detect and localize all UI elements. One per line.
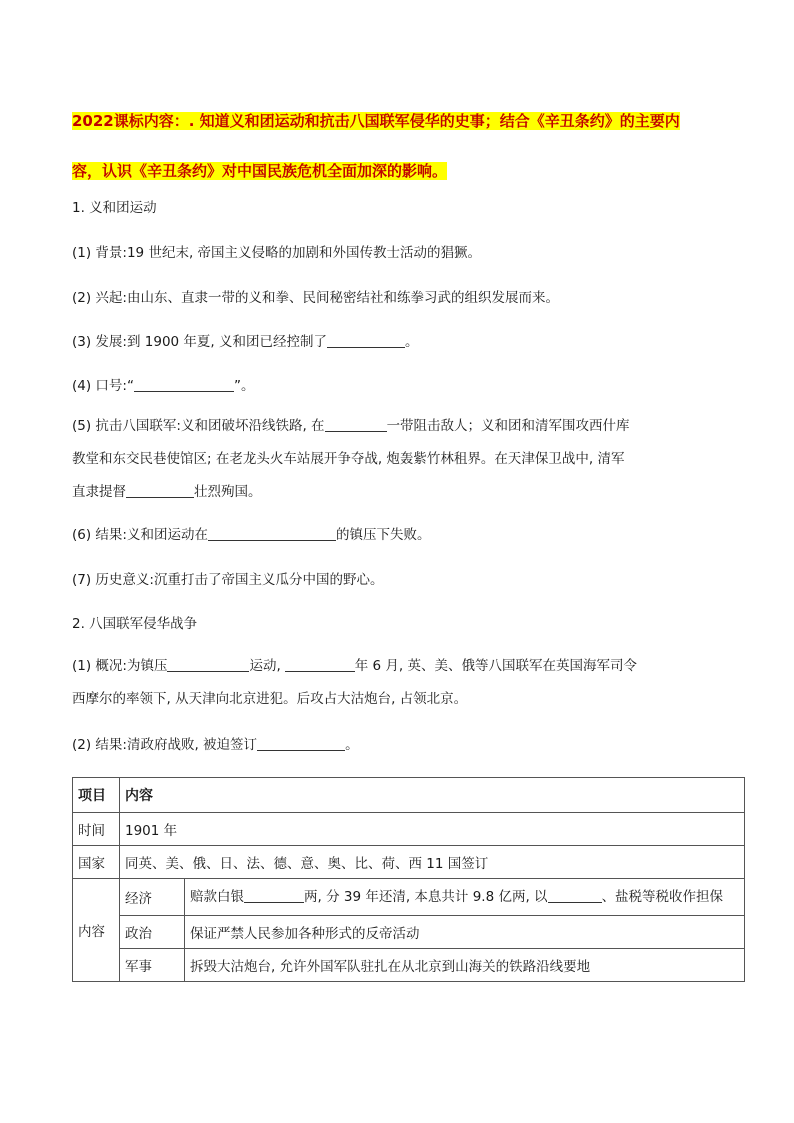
curriculum-standard: [72, 96, 732, 196]
item-label: (2) 结果:: [72, 737, 127, 753]
item-text: 年 6 月, 英、美、俄等八国联军在英国海军司令: [354, 658, 638, 674]
table-header-row: [73, 778, 745, 813]
section2-title: 2. 八国联军侵华战争: [72, 616, 198, 632]
item-text: 直隶提督: [72, 484, 126, 500]
fill-blank[interactable]: [285, 657, 355, 672]
item-text: 。: [345, 737, 359, 753]
item-text: 义和团运动在: [126, 527, 208, 543]
fill-blank[interactable]: [134, 377, 234, 392]
treaty-table: [72, 777, 745, 982]
s2-item-overview: [72, 650, 752, 716]
cell-text: 、盐税等税收作担保: [601, 889, 724, 905]
fill-blank[interactable]: [325, 417, 387, 432]
section1-title: 1. 义和团运动: [72, 200, 157, 216]
item-text: “: [126, 378, 134, 394]
item-label: (6) 结果:: [72, 527, 127, 543]
item-text: ”。: [233, 378, 255, 394]
sub-value-military: 拆毁大沽炮台, 允许外国军队驻扎在从北京到山海关的铁路沿线要地: [185, 949, 745, 982]
item-text: 。: [405, 334, 419, 350]
table-row: [73, 916, 745, 949]
standard-text-line1: . 知道义和团运动和抗击八国联军侵华的史事；结合《辛丑条约》的主要内: [188, 112, 680, 130]
header-item: 项目: [73, 778, 120, 813]
standard-year: 2022: [72, 112, 114, 130]
header-content: 内容: [120, 778, 745, 813]
fill-blank[interactable]: [327, 333, 405, 348]
standard-text-line2: 容，认识《辛丑条约》对中国民族危机全面加深的影响。: [72, 162, 448, 180]
fill-blank[interactable]: [244, 888, 304, 903]
item-text: 运动,: [249, 658, 281, 674]
item-label: (1) 概况:: [72, 658, 127, 674]
item-label: (1) 背景:: [72, 245, 127, 261]
s1-item-background: [72, 235, 752, 271]
sub-label-politics: 政治: [120, 916, 185, 949]
s1-item-rise: [72, 280, 752, 316]
item-label: (2) 兴起:: [72, 290, 127, 306]
item-label: (3) 发展:: [72, 334, 127, 350]
fill-blank[interactable]: [167, 657, 249, 672]
item-text: 19 世纪末, 帝国主义侵略的加剧和外国传教士活动的猖獗。: [126, 245, 482, 261]
row-value-time: 1901 年: [120, 813, 745, 846]
item-text: 到 1900 年夏, 义和团已经控制了: [126, 334, 327, 350]
s1-item-development: [72, 324, 752, 360]
item-text: 清政府战败, 被迫签订: [126, 737, 258, 753]
sub-label-economy: 经济: [120, 879, 185, 916]
item-text: 西摩尔的率领下, 从天津向北京进犯。后攻占大沽炮台, 占领北京。: [72, 691, 468, 707]
item-text: 的镇压下失败。: [335, 527, 431, 543]
row-label-time: 时间: [73, 813, 120, 846]
row-value-country: 同英、美、俄、日、法、德、意、奥、比、荷、西 11 国签订: [120, 846, 745, 879]
item-label: (5) 抗击八国联军:: [72, 418, 181, 434]
s2-item-result: [72, 727, 752, 763]
table-row: [73, 949, 745, 982]
item-text: 教堂和东交民巷使馆区; 在老龙头火车站展开争夺战, 炮轰紫竹林租界。在天津保卫战中, 清军: [72, 451, 625, 467]
item-text: 壮烈殉国。: [194, 484, 262, 500]
sub-value-economy: [185, 879, 745, 916]
item-text: 为镇压: [126, 658, 168, 674]
s1-item-significance: [72, 562, 752, 598]
cell-text: 两, 分 39 年还清, 本息共计 9.8 亿两, 以: [304, 889, 548, 905]
item-label: (7) 历史意义:: [72, 572, 154, 588]
s1-item-resistance: [72, 410, 752, 509]
fill-blank[interactable]: [208, 526, 336, 541]
item-text: 由山东、直隶一带的义和拳、民间秘密结社和练拳习武的组织发展而来。: [126, 290, 559, 306]
fill-blank[interactable]: [257, 736, 345, 751]
s1-item-result: [72, 517, 752, 553]
s1-item-slogan: [72, 368, 752, 404]
item-text: 一带阻击敌人；义和团和清军围攻西什库: [386, 418, 630, 434]
item-label: (4) 口号:: [72, 378, 127, 394]
table-row: [73, 879, 745, 916]
row-label-country: 国家: [73, 846, 120, 879]
standard-label: 课标内容：: [113, 112, 189, 130]
item-text: 义和团破坏沿线铁路, 在: [180, 418, 325, 434]
table-row: [73, 846, 745, 879]
cell-text: 赔款白银: [190, 889, 244, 905]
sub-value-politics: 保证严禁人民参加各种形式的反帝活动: [185, 916, 745, 949]
standard-highlight: [72, 112, 680, 130]
fill-blank[interactable]: [548, 888, 602, 903]
sub-label-military: 军事: [120, 949, 185, 982]
row-label-content: 内容: [73, 879, 120, 982]
fill-blank[interactable]: [126, 483, 194, 498]
table-row: [73, 813, 745, 846]
item-text: 沉重打击了帝国主义瓜分中国的野心。: [153, 572, 384, 588]
